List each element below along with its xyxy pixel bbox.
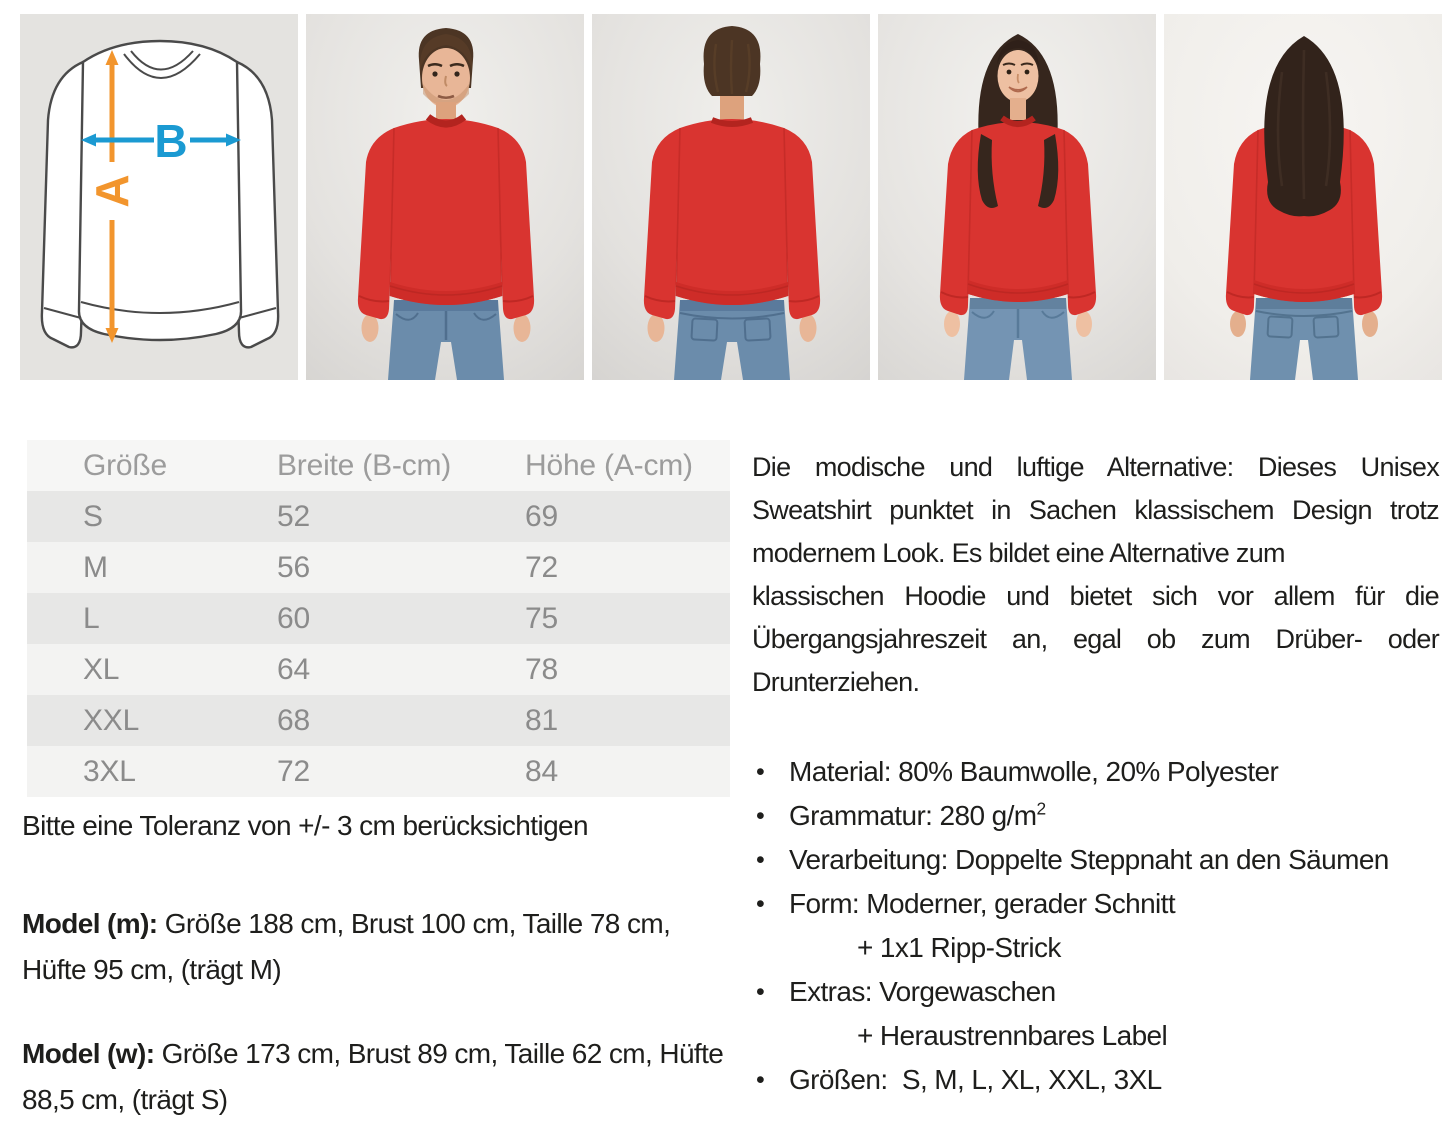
model-w-label: Model (w): xyxy=(22,1038,155,1069)
value-cell: 84 xyxy=(525,754,558,788)
column-header-height: Höhe (A-cm) xyxy=(525,448,693,482)
feature-item-text: Form: Moderner, gerader Schnitt xyxy=(789,888,1176,919)
value-cell: 78 xyxy=(525,652,558,686)
table-header-row xyxy=(27,440,730,491)
size-cell: XL xyxy=(83,652,120,686)
hand xyxy=(1362,311,1378,337)
model-w-note xyxy=(22,1031,727,1123)
value-cell: 56 xyxy=(277,550,310,584)
hand xyxy=(1230,311,1246,337)
sweatshirt xyxy=(358,117,534,319)
table-row xyxy=(27,542,730,593)
feature-item xyxy=(752,1058,1439,1102)
product-description-column xyxy=(752,446,1439,1102)
column-header-size: Größe xyxy=(83,448,168,482)
sweatshirt xyxy=(644,119,820,319)
size-table xyxy=(27,440,730,797)
value-cell: 68 xyxy=(277,703,310,737)
female-model-front-illustration xyxy=(878,14,1156,380)
value-cell: 81 xyxy=(525,703,558,737)
size-cell: XXL xyxy=(83,703,140,737)
feature-item xyxy=(752,838,1439,882)
photo-male-model-back xyxy=(592,14,870,380)
description-paragraph: Die modische und luftige Alternative: Dieses Unisex Sweatshirt punktet in Sachen klassischem Design trotz modernem Look. Es bildet eine Alternative zum xyxy=(752,452,1439,568)
feature-item-text: Grammatur: 280 $g/m^2$ xyxy=(789,798,1046,831)
label-b: B xyxy=(154,115,188,167)
bullet-icon: • xyxy=(756,846,765,874)
value-cell: 72 xyxy=(525,550,558,584)
bullet-icon: • xyxy=(756,890,765,918)
value-cell: 72 xyxy=(277,754,310,788)
photo-male-model-front xyxy=(306,14,584,380)
table-row xyxy=(27,695,730,746)
product-description xyxy=(752,446,1439,704)
feature-item-text: Verarbeitung: Doppelte Steppnaht an den Säumen xyxy=(789,844,1389,875)
feature-item xyxy=(752,750,1439,794)
feature-item-continuation: + Heraustrennbares Label xyxy=(857,1020,1168,1051)
description-paragraph: klassischen Hoodie und bietet sich vor allem für die Übergangsjahreszeit an, egal ob zum Drüber- oder Drunterziehen. xyxy=(752,581,1439,697)
feature-item xyxy=(752,794,1439,838)
feature-item-continuation: + 1x1 Ripp-Strick xyxy=(857,932,1061,963)
size-table-body xyxy=(27,491,730,797)
label-a: A xyxy=(86,174,138,208)
size-diagram-drawing xyxy=(20,14,298,380)
bullet-icon: • xyxy=(756,758,765,786)
tolerance-note: Bitte eine Toleranz von +/- 3 cm berücksichtigen xyxy=(22,810,588,841)
feature-item xyxy=(752,882,1439,970)
photo-female-model-front xyxy=(878,14,1156,380)
hand xyxy=(800,314,817,342)
feature-item-text: Größen: S, M, L, XL, XXL, 3XL xyxy=(789,1064,1162,1095)
sweatshirt-outline xyxy=(42,41,278,347)
bullet-icon: • xyxy=(756,802,765,830)
female-model-back-illustration xyxy=(1164,14,1442,380)
neck xyxy=(1010,98,1026,120)
value-cell: 52 xyxy=(277,499,310,533)
hand xyxy=(1076,311,1092,337)
neck xyxy=(720,92,744,122)
value-cell: 60 xyxy=(277,601,310,635)
model-m-text: Größe 188 cm, Brust 100 cm, Taille 78 cm, Hüfte 95 cm, (trägt M) xyxy=(22,908,671,985)
value-cell: 69 xyxy=(525,499,558,533)
sweatshirt xyxy=(940,118,1096,315)
model-w-text: Größe 173 cm, Brust 89 cm, Taille 62 cm, Hüfte 88,5 cm, (trägt S) xyxy=(22,1038,724,1115)
male-model-back-illustration xyxy=(592,14,870,380)
table-row xyxy=(27,746,730,797)
bullet-icon: • xyxy=(756,978,765,1006)
model-m-note xyxy=(22,901,727,993)
feature-item-text: Extras: Vorgewaschen xyxy=(789,976,1056,1007)
size-cell: L xyxy=(83,601,100,635)
hand xyxy=(514,314,531,342)
bullet-icon: • xyxy=(756,1066,765,1094)
image-row xyxy=(20,14,1442,380)
table-row xyxy=(27,491,730,542)
hand xyxy=(362,314,379,342)
value-cell: 75 xyxy=(525,601,558,635)
column-header-width: Breite (B-cm) xyxy=(277,448,452,482)
size-cell: 3XL xyxy=(83,754,136,788)
size-cell: S xyxy=(83,499,103,533)
size-cell: M xyxy=(83,550,108,584)
table-row xyxy=(27,644,730,695)
table-row xyxy=(27,593,730,644)
hand xyxy=(944,311,960,337)
model-m-label: Model (m): xyxy=(22,908,158,939)
value-cell: 64 xyxy=(277,652,310,686)
feature-item xyxy=(752,970,1439,1058)
feature-item-text: Material: 80% Baumwolle, 20% Polyester xyxy=(789,756,1279,787)
hand xyxy=(648,314,665,342)
male-model-front-illustration xyxy=(306,14,584,380)
size-diagram xyxy=(20,14,298,380)
feature-list xyxy=(752,750,1439,1102)
photo-female-model-back xyxy=(1164,14,1442,380)
